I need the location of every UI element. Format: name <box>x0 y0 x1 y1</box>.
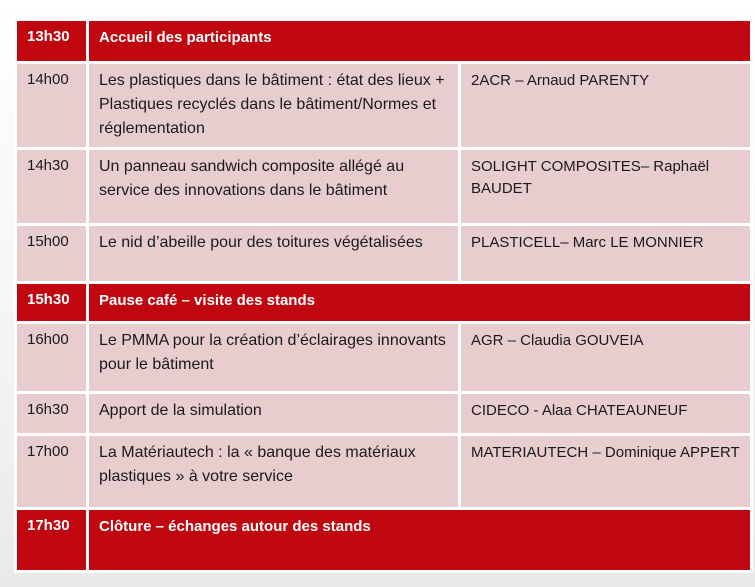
title-cell: Accueil des participants <box>88 20 752 63</box>
time-cell: 15h30 <box>16 283 88 323</box>
title-cell: Clôture – échanges autour des stands <box>88 509 752 572</box>
agenda-table <box>14 18 753 573</box>
speaker-cell: PLASTICELL– Marc LE MONNIER <box>460 225 752 283</box>
title-cell: Les plastiques dans le bâtiment : état des lieux + Plastiques recyclés dans le bâtiment/Normes et réglementation <box>88 63 460 149</box>
agenda-row-break <box>16 20 752 63</box>
title-cell: La Matériautech : la « banque des matériaux plastiques » à votre service <box>88 435 460 509</box>
speaker-cell: SOLIGHT COMPOSITES– Raphaël BAUDET <box>460 149 752 225</box>
time-cell: 13h30 <box>16 20 88 63</box>
agenda-row <box>16 393 752 435</box>
title-cell: Le PMMA pour la création d’éclairages innovants pour le bâtiment <box>88 323 460 393</box>
agenda-row <box>16 435 752 509</box>
time-cell: 14h30 <box>16 149 88 225</box>
time-cell: 16h30 <box>16 393 88 435</box>
speaker-cell: CIDECO - Alaa CHATEAUNEUF <box>460 393 752 435</box>
agenda-row <box>16 323 752 393</box>
speaker-cell: AGR – Claudia GOUVEIA <box>460 323 752 393</box>
time-cell: 15h00 <box>16 225 88 283</box>
title-cell: Le nid d’abeille pour des toitures végétalisées <box>88 225 460 283</box>
title-cell: Apport de la simulation <box>88 393 460 435</box>
agenda-row <box>16 149 752 225</box>
title-cell: Un panneau sandwich composite allégé au service des innovations dans le bâtiment <box>88 149 460 225</box>
time-cell: 16h00 <box>16 323 88 393</box>
agenda-row-break <box>16 509 752 572</box>
title-cell: Pause café – visite des stands <box>88 283 752 323</box>
time-cell: 14h00 <box>16 63 88 149</box>
agenda-row <box>16 225 752 283</box>
agenda-row-break <box>16 283 752 323</box>
time-cell: 17h30 <box>16 509 88 572</box>
speaker-cell: MATERIAUTECH – Dominique APPERT <box>460 435 752 509</box>
time-cell: 17h00 <box>16 435 88 509</box>
agenda-row <box>16 63 752 149</box>
speaker-cell: 2ACR – Arnaud PARENTY <box>460 63 752 149</box>
